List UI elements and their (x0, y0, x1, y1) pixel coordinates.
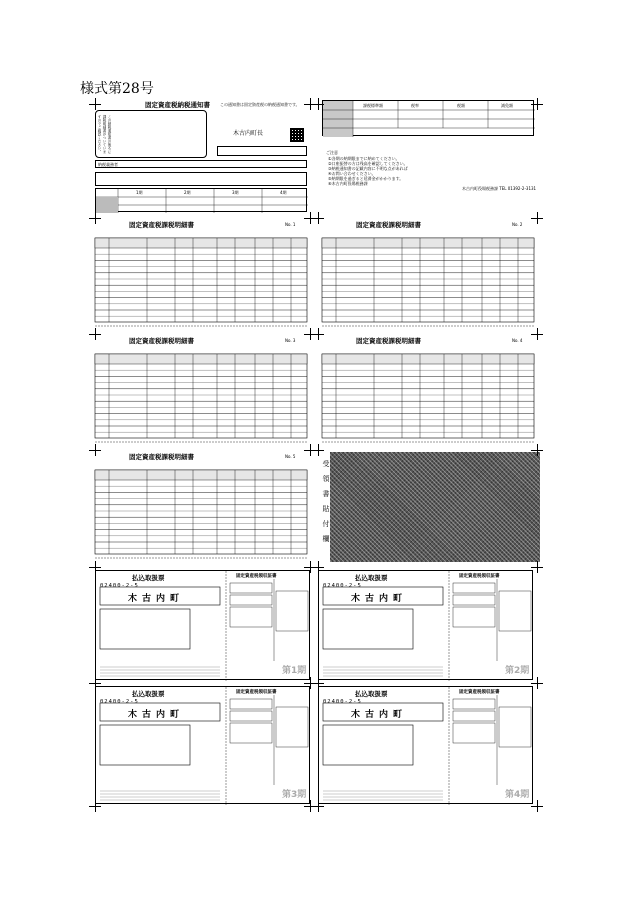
qr-code-icon (290, 128, 304, 142)
detail-grid (95, 346, 307, 446)
trim-mark (318, 328, 319, 340)
detail-sheet (95, 220, 310, 332)
installment-label-2: 2期 (184, 190, 191, 195)
trim-mark (537, 561, 538, 573)
slip-receipt-title: 固定資産税領収証書 (236, 690, 277, 695)
slip-code: 02400-2-5 (323, 583, 362, 589)
trim-mark (537, 98, 538, 110)
slip-receipt-title: 固定資産税領収証書 (236, 574, 277, 579)
trim-mark (318, 444, 319, 456)
slip-town: 木古内町 (128, 710, 185, 720)
summary-note: ②口座振替の方は残高を確認してください。 (328, 161, 408, 166)
slip-sequence: 第3期 (282, 790, 307, 800)
slip-sequence: 第2期 (505, 666, 530, 676)
installment-label-1: 1期 (136, 190, 143, 195)
trim-mark (310, 800, 311, 812)
slip-code: 02400-2-5 (100, 583, 139, 589)
slip-header: 払込取扱票 (355, 690, 388, 698)
detail-page-no: No. 2 (512, 222, 523, 227)
notice-subtitle: この通知書は固定資産税の納税通知書です。 (220, 102, 300, 107)
slip-town: 木古内町 (351, 594, 408, 604)
notice-number-box (217, 146, 307, 156)
detail-title: 固定資産税課税明細書 (129, 337, 194, 345)
trim-mark (95, 677, 96, 689)
summary-header-3: 税額 (457, 103, 465, 108)
trim-mark (95, 212, 96, 224)
detail-title: 固定資産税課税明細書 (356, 337, 421, 345)
trim-mark (310, 561, 311, 573)
summary-contact: 木古内町役場税務課 TEL 01392-2-3131 (462, 186, 537, 191)
detail-sheet (95, 336, 310, 448)
notice-middle-box (95, 172, 307, 186)
detail-title: 固定資産税課税明細書 (129, 453, 194, 461)
notice-town: 木古内町長 (233, 130, 264, 137)
trim-mark (318, 98, 319, 110)
slip-town: 木古内町 (128, 594, 185, 604)
trim-mark (318, 677, 319, 689)
trim-mark (537, 677, 538, 689)
summary-notes-title: ご注意 (326, 150, 338, 155)
notice-installment-table (95, 188, 307, 212)
trim-mark (537, 212, 538, 224)
notice-left-note: この納税通知書の後ろに課税明細書がついていますのでご確認ください。 (98, 115, 112, 154)
detail-grid (95, 230, 307, 330)
detail-table (322, 230, 534, 330)
slip-code: 02400-2-5 (323, 699, 362, 705)
detail-title: 固定資産税課税明細書 (356, 221, 421, 229)
detail-table (95, 346, 307, 446)
installment-label-3: 3期 (232, 190, 239, 195)
trim-mark (95, 800, 96, 812)
installment-grid (96, 189, 308, 213)
slip-receipt-title: 固定資産税領収証書 (459, 574, 500, 579)
detail-sheet (322, 336, 537, 448)
trim-mark (318, 800, 319, 812)
summary-table (322, 100, 534, 136)
notice-name-row (95, 160, 307, 168)
detail-sheet (322, 220, 537, 332)
detail-sheet (95, 452, 310, 564)
trim-mark (95, 561, 96, 573)
payment-slip (318, 570, 533, 680)
detail-grid (322, 230, 534, 330)
summary-note: ⑥木古内町役場税務課 (328, 181, 368, 186)
detail-grid (322, 346, 534, 446)
notice-title: 固定資産税納税通知書 (145, 101, 210, 109)
detail-title: 固定資産税課税明細書 (129, 221, 194, 229)
payment-slip (95, 570, 310, 680)
notice-row-label: 納税義務者 (98, 162, 118, 167)
summary-header-4: 減免額 (501, 103, 513, 108)
trim-mark (537, 328, 538, 340)
payment-slip (318, 686, 533, 804)
receipt-stamp-panel (318, 452, 540, 562)
summary-header-2: 税率 (411, 103, 419, 108)
trim-mark (318, 561, 319, 573)
form-number-label: 様式第28号 (80, 81, 154, 97)
trim-mark (310, 212, 311, 224)
summary-note: ①各期の納期限までに納めてください。 (328, 156, 400, 161)
detail-page-no: No. 1 (285, 222, 296, 227)
detail-grid (95, 462, 307, 562)
payment-slip (95, 686, 310, 804)
slip-header: 払込取扱票 (132, 690, 165, 698)
slip-header: 払込取扱票 (132, 574, 165, 582)
detail-table (322, 346, 534, 446)
slip-code: 02400-2-5 (100, 699, 139, 705)
trim-mark (537, 800, 538, 812)
slip-sequence: 第4期 (505, 790, 530, 800)
tax-summary-sheet (322, 100, 537, 215)
installment-label-4: 4期 (280, 190, 287, 195)
detail-page-no: No. 3 (285, 338, 296, 343)
slip-town: 木古内町 (351, 710, 408, 720)
notice-left-box (95, 110, 207, 158)
slip-header: 払込取扱票 (355, 574, 388, 582)
trim-mark (95, 444, 96, 456)
summary-header-1: 課税標準額 (363, 103, 383, 108)
summary-note: ④お問い合わせください。 (328, 171, 376, 176)
detail-page-no: No. 5 (285, 454, 296, 459)
stamp-label: 受領書貼付欄 (322, 460, 330, 550)
trim-mark (310, 444, 311, 456)
summary-notes-list (328, 156, 408, 186)
detail-page-no: No. 4 (512, 338, 523, 343)
summary-note: ⑤納期限を過ぎると延滞金がかかります。 (328, 176, 404, 181)
trim-mark (310, 677, 311, 689)
trim-mark (537, 444, 538, 456)
detail-table (95, 230, 307, 330)
trim-mark (95, 328, 96, 340)
detail-table (95, 462, 307, 562)
trim-mark (310, 328, 311, 340)
summary-note: ③納税通知書の記載内容に不明な点があれば (328, 166, 408, 171)
slip-receipt-title: 固定資産税領収証書 (459, 690, 500, 695)
slip-sequence: 第1期 (282, 666, 307, 676)
trim-mark (310, 98, 311, 110)
tax-notice-sheet (95, 100, 310, 215)
trim-mark (95, 98, 96, 110)
trim-mark (318, 212, 319, 224)
